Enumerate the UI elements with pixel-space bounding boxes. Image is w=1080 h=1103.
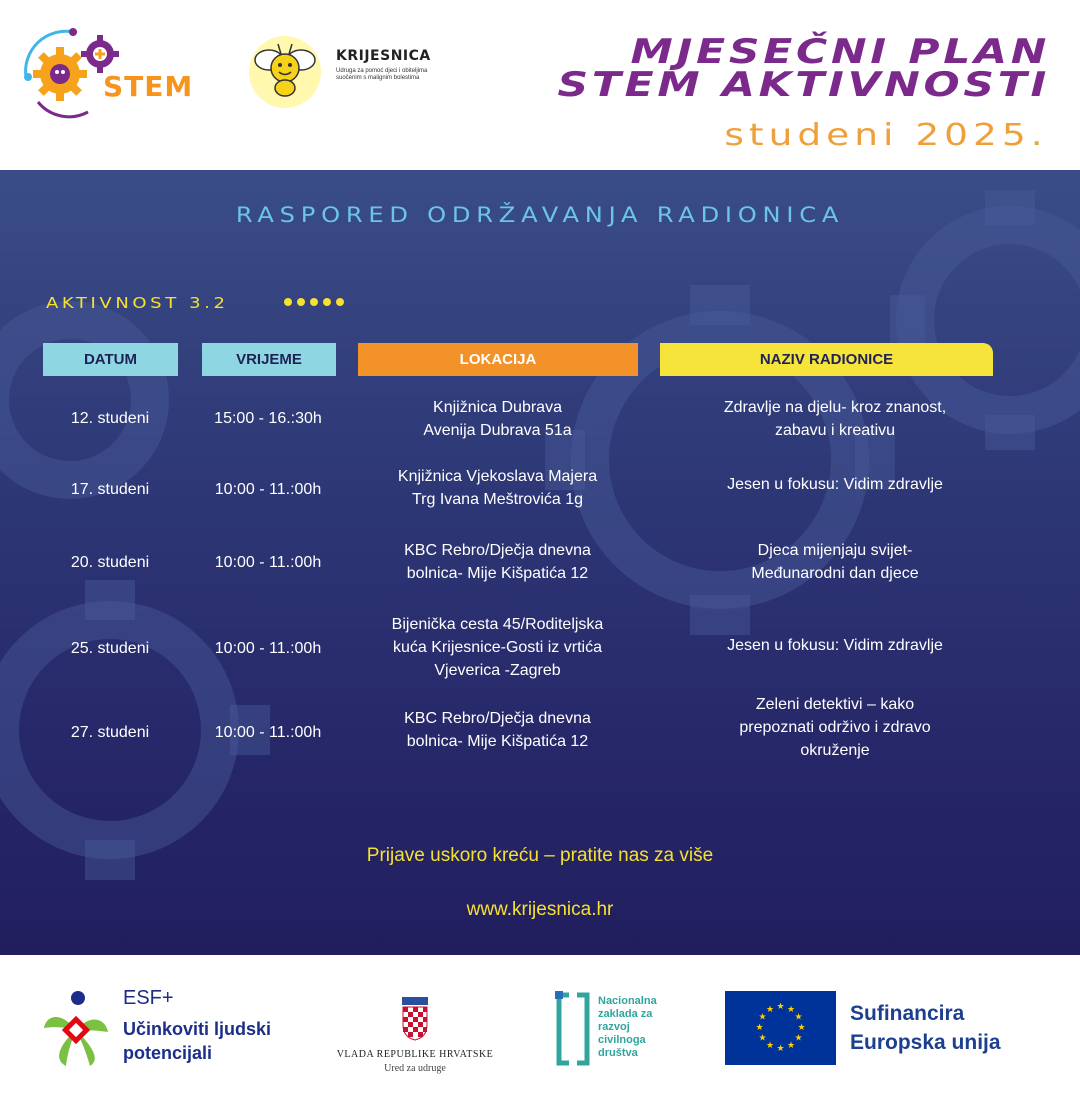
row-workshop: [680, 693, 990, 762]
website-link[interactable]: www.krijesnica.hr: [466, 899, 614, 920]
location-line: Bijenička cesta 45/Roditeljska: [391, 616, 604, 633]
row-date: 12. studeni: [70, 410, 150, 427]
title-line-1: MJESEČNI PLAN: [630, 32, 1050, 72]
foundation-line: društva: [598, 1047, 638, 1059]
esf-subtitle-line: potencijali: [123, 1043, 213, 1063]
location-line: Vjeverica -Zagreb: [434, 662, 561, 679]
workshop-line: Zeleni detektivi – kako: [755, 696, 915, 713]
esf-logo-icon: [40, 990, 112, 1070]
row-location: [355, 707, 640, 753]
column-header-naziv: NAZIV RADIONICE: [660, 343, 993, 376]
location-line: Knjižnica Dubrava: [433, 399, 562, 416]
svg-text:★: ★: [765, 1041, 775, 1051]
dot: [336, 298, 344, 306]
registration-note: Prijave uskoro kreću – pratite nas za više: [366, 845, 714, 866]
page-title: [557, 32, 1050, 105]
svg-text:★: ★: [755, 1023, 764, 1033]
section-title: RASPORED ODRŽAVANJA RADIONICA: [235, 203, 845, 227]
government-office: Ured za udruge: [384, 1063, 446, 1074]
row-time: 10:00 - 11.:00h: [214, 554, 322, 571]
dot: [284, 298, 292, 306]
column-header-datum: DATUM: [43, 343, 178, 376]
foundation-line: razvoj: [598, 1021, 630, 1033]
location-line: Knjižnica Vjekoslava Majera: [397, 468, 598, 485]
location-line: Trg Ivana Meštrovića 1g: [411, 491, 584, 508]
stem-logo-text: STEM: [103, 70, 194, 103]
row-date: 17. studeni: [70, 481, 150, 498]
row-workshop: [680, 473, 990, 496]
row-location: [355, 465, 640, 511]
row-location: [355, 539, 640, 585]
activity-label: AKTIVNOST 3.2: [46, 294, 229, 312]
location-line: bolnica- Mije Kišpatića 12: [406, 733, 589, 750]
location-line: KBC Rebro/Dječja dnevna: [404, 710, 591, 727]
dot: [323, 298, 331, 306]
svg-text:★: ★: [758, 1012, 767, 1023]
bracket-logo-icon: [553, 991, 593, 1067]
row-workshop: [680, 396, 990, 442]
activity-dots: [284, 298, 344, 306]
foundation-name: [598, 995, 678, 1060]
svg-text:★: ★: [776, 1044, 785, 1054]
column-header-vrijeme: VRIJEME: [202, 343, 336, 376]
government-name: VLADA REPUBLIKE HRVATSKE: [336, 1049, 494, 1060]
row-workshop: [680, 539, 990, 585]
row-workshop: [680, 634, 990, 657]
svg-text:★: ★: [765, 1005, 775, 1015]
croatian-coat-of-arms-icon: [400, 997, 430, 1041]
workshop-line: Zdravlje na djelu- kroz znanost,: [723, 399, 947, 416]
row-date: 25. studeni: [70, 640, 150, 657]
foundation-line: Nacionalna: [598, 995, 657, 1007]
row-time: 10:00 - 11.:00h: [214, 640, 322, 657]
workshop-line: Jesen u fokusu: Vidim zdravlje: [727, 637, 943, 654]
esf-title: ESF+: [123, 987, 174, 1009]
org-tagline: Udruga za pomoć djeci i obiteljima suočenim s malignim bolestima: [336, 68, 428, 81]
workshop-line: prepoznati održivo i zdravo: [739, 719, 931, 736]
workshop-line: Djeca mijenjaju svijet-: [757, 542, 913, 559]
svg-text:★: ★: [758, 1033, 767, 1044]
month-label: studeni 2025.: [724, 118, 1048, 153]
svg-text:★: ★: [786, 1041, 796, 1051]
svg-text:★: ★: [776, 1002, 785, 1012]
svg-text:★: ★: [794, 1012, 803, 1023]
workshop-line: zabavu i kreativu: [774, 422, 896, 439]
location-line: kuća Krijesnice-Gosti iz vrtića: [393, 639, 602, 656]
eu-line: Sufinancira: [850, 1002, 965, 1025]
eu-flag-icon: [725, 991, 836, 1065]
row-location: [355, 613, 640, 682]
location-line: bolnica- Mije Kišpatića 12: [406, 565, 589, 582]
row-location: [355, 396, 640, 442]
workshop-line: Međunarodni dan djece: [751, 565, 919, 582]
row-date: 20. studeni: [70, 554, 150, 571]
svg-text:★: ★: [786, 1005, 796, 1015]
foundation-line: civilnoga: [598, 1034, 646, 1046]
eu-line: Europska unija: [850, 1031, 1001, 1054]
firefly-logo-icon: [245, 30, 335, 110]
row-time: 15:00 - 16.:30h: [214, 410, 322, 427]
row-time: 10:00 - 11.:00h: [214, 481, 322, 498]
dot: [297, 298, 305, 306]
column-header-lokacija: LOKACIJA: [358, 343, 638, 376]
schedule-panel: [0, 170, 1080, 955]
header: [0, 0, 1080, 170]
row-time: 10:00 - 11.:00h: [214, 724, 322, 741]
location-line: Avenija Dubrava 51a: [423, 422, 572, 439]
foundation-line: zaklada za: [598, 1008, 653, 1020]
dot: [310, 298, 318, 306]
esf-subtitle-line: Učinkoviti ljudski: [123, 1019, 272, 1039]
svg-text:★: ★: [794, 1033, 803, 1044]
org-name: KRIJESNICA: [336, 48, 431, 64]
footer: [0, 955, 1080, 1103]
workshop-line: Jesen u fokusu: Vidim zdravlje: [727, 476, 943, 493]
eu-cofinanced-label: [850, 999, 1001, 1057]
esf-subtitle: [123, 1017, 323, 1065]
location-line: KBC Rebro/Dječja dnevna: [404, 542, 591, 559]
svg-text:★: ★: [797, 1023, 806, 1033]
title-line-2: STEM AKTIVNOSTI: [557, 65, 1050, 105]
row-date: 27. studeni: [70, 724, 150, 741]
workshop-line: okruženje: [800, 742, 870, 759]
